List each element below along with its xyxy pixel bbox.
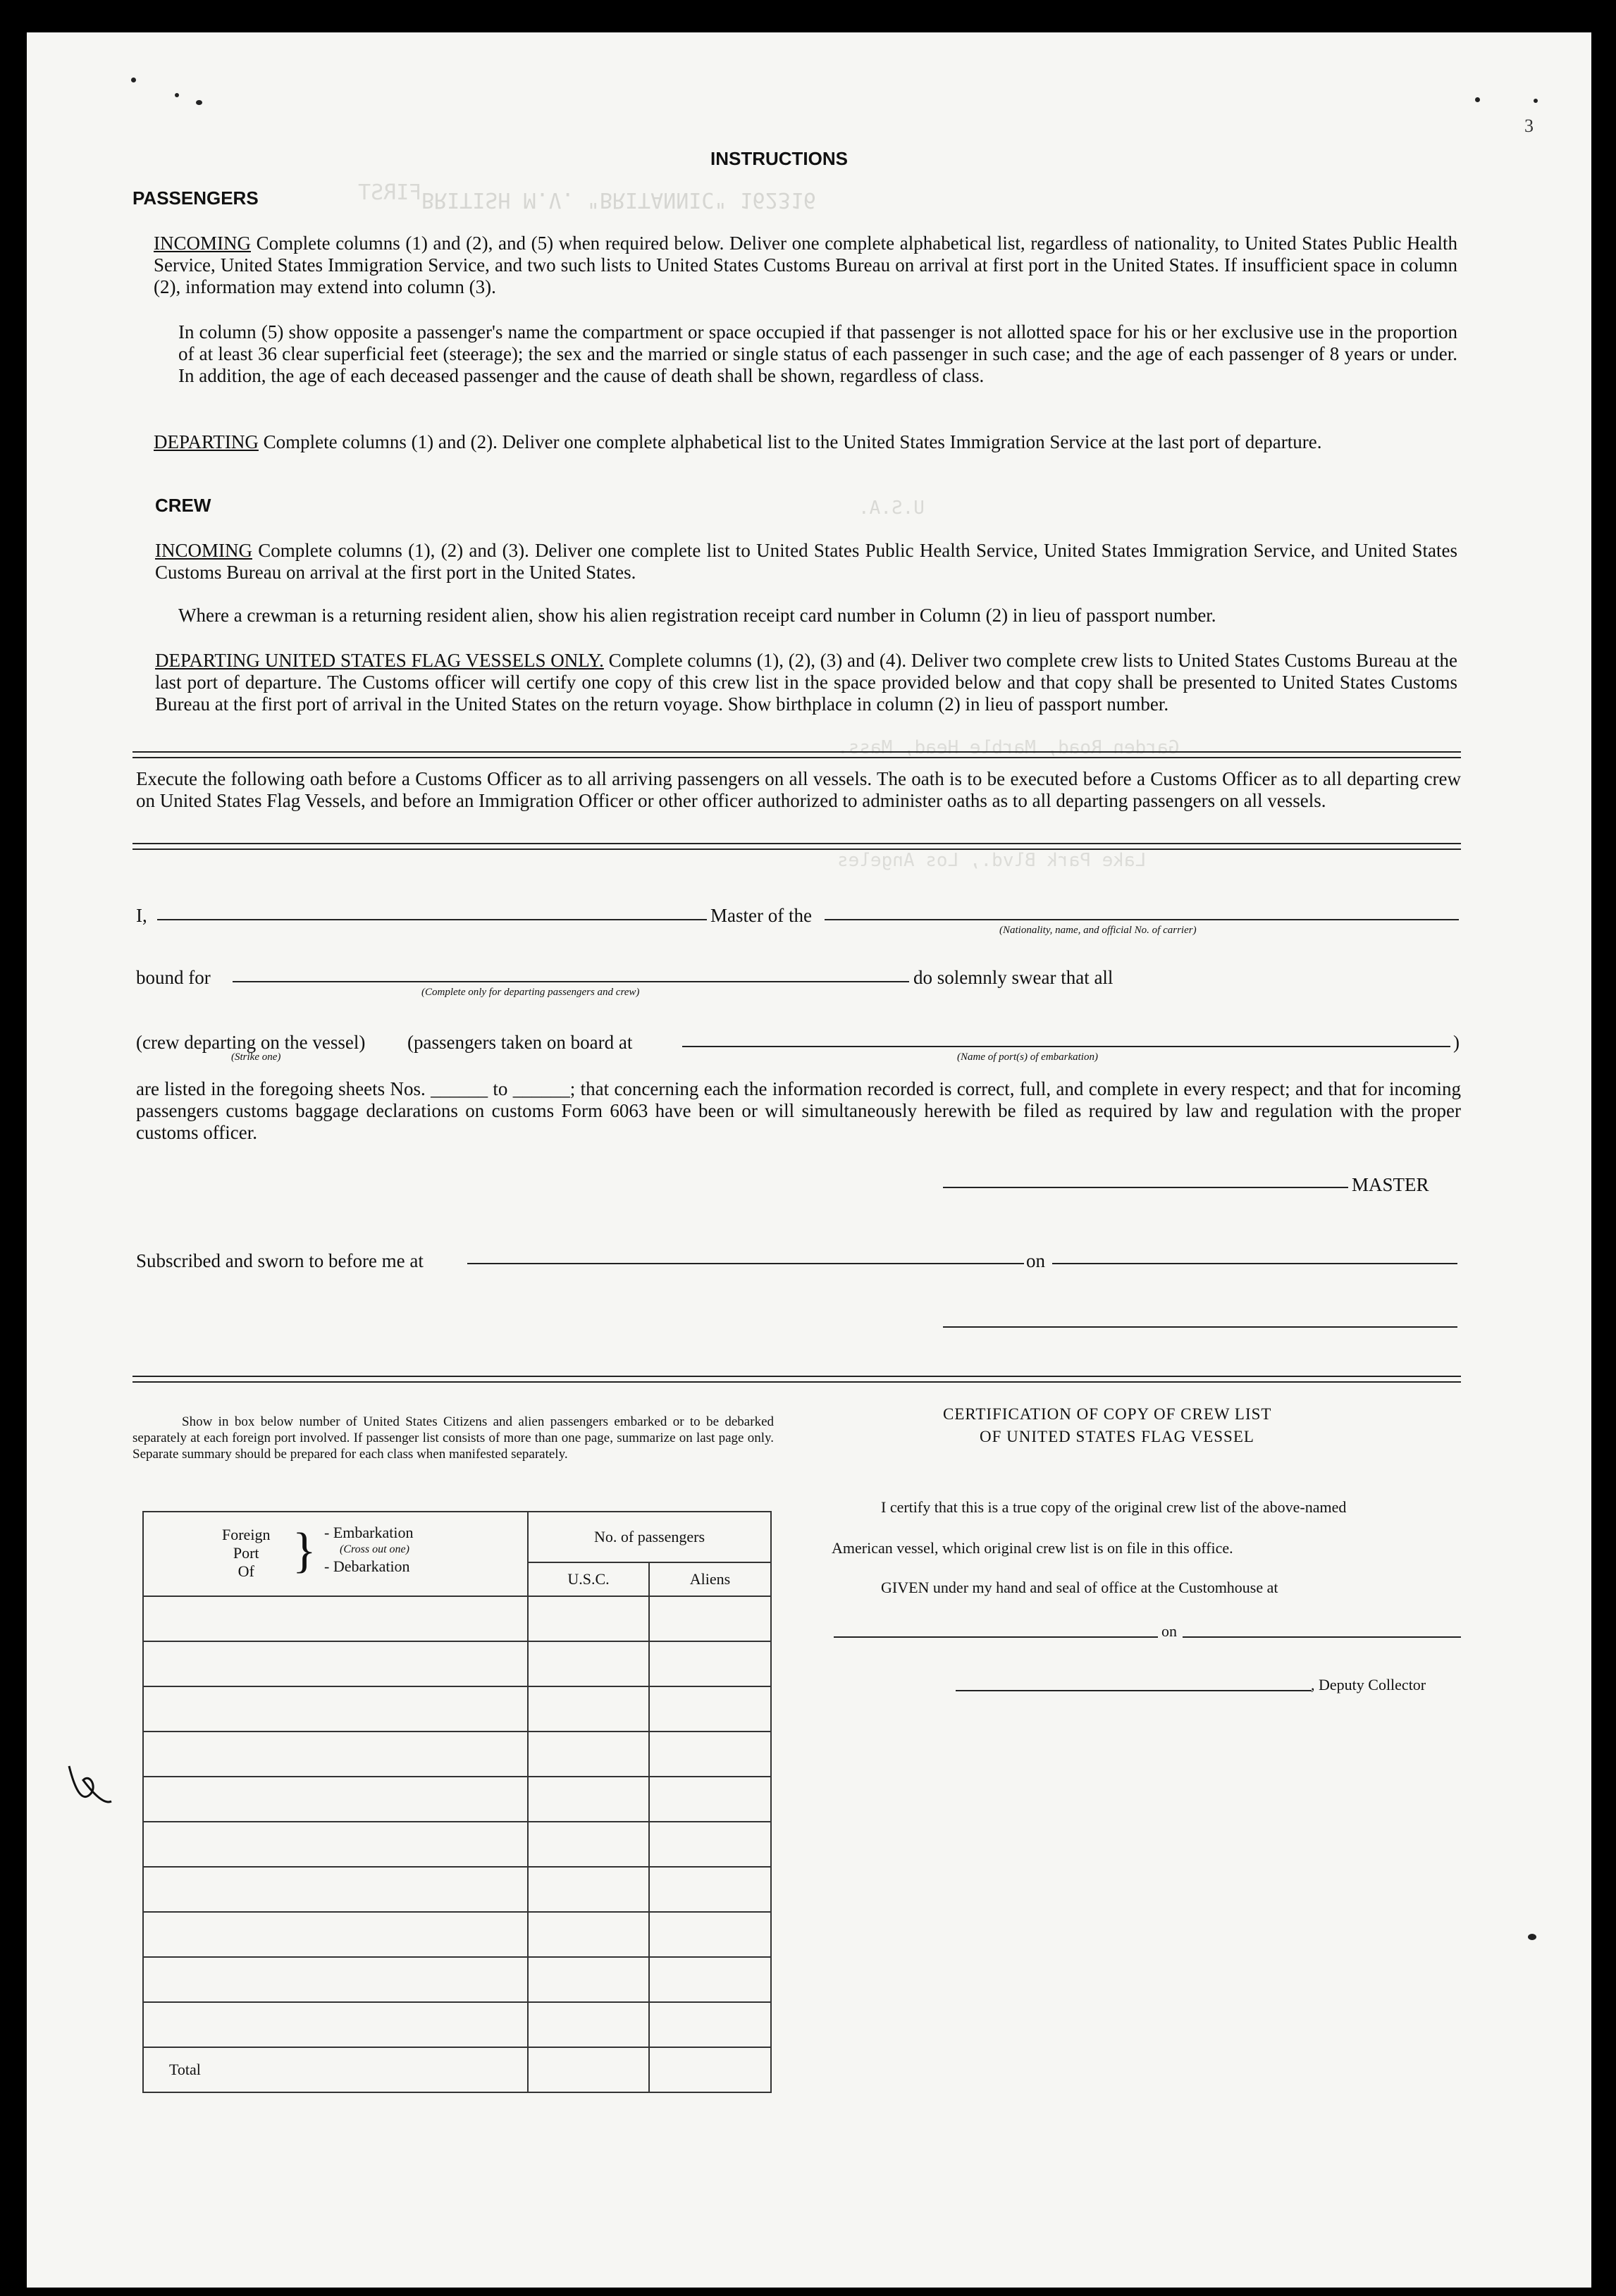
ink-speck xyxy=(131,78,136,82)
usc-header: U.S.C. xyxy=(528,1562,649,1596)
header-port: Port xyxy=(233,1544,259,1562)
show-through-line: BRITISH M.V. "BRITANNIC" 162316 xyxy=(421,187,816,212)
passengers-taken-option: (passengers taken on board at xyxy=(407,1032,633,1053)
carrier-field[interactable] xyxy=(825,919,1459,920)
brace-icon: } xyxy=(292,1524,316,1578)
show-through-line: Lake Park Blvd., Los Angeles xyxy=(837,850,1147,871)
listed-paragraph: are listed in the foregoing sheets Nos. ______ to ______; that concerning each the information recorded is correct, full, and complete in every respect; and that for incoming passengers customs baggage declarations on customs Form 6063 have been or will simultaneously herewith be filed as required by law and regulation with the proper customs officer. xyxy=(136,1078,1461,1143)
certification-title-1: CERTIFICATION OF COPY OF CREW LIST xyxy=(943,1405,1272,1423)
passengers-incoming-paragraph xyxy=(154,233,1457,298)
divider xyxy=(132,751,1461,758)
table-row[interactable] xyxy=(143,1596,771,1641)
usc-cell[interactable] xyxy=(528,1957,649,2002)
port-cell[interactable] xyxy=(143,1957,528,2002)
crew-incoming-paragraph xyxy=(155,540,1457,584)
passengers-departing-paragraph xyxy=(154,431,1457,453)
port-cell[interactable] xyxy=(143,1686,528,1732)
table-row[interactable] xyxy=(143,1777,771,1822)
ink-speck xyxy=(175,93,179,97)
officer-signature-field[interactable] xyxy=(943,1326,1457,1328)
port-cell[interactable] xyxy=(143,1596,528,1641)
total-row xyxy=(143,2047,771,2092)
aliens-cell[interactable] xyxy=(649,1822,771,1867)
usc-cell[interactable] xyxy=(528,1641,649,1686)
show-through-line: FIRST xyxy=(358,180,422,205)
crew-heading: CREW xyxy=(155,495,211,516)
nationality-caption: (Nationality, name, and official No. of carrier) xyxy=(999,925,1197,936)
port-cell[interactable] xyxy=(143,1822,528,1867)
bound-for-field[interactable] xyxy=(233,981,909,982)
subscribed-label: Subscribed and sworn to before me at xyxy=(136,1250,424,1271)
summary-instructions: Show in box below number of United States Citizens and alien passengers embarked or to be debarked separately at each foreign port involved. If passenger list consists of more than one page, summarize on last page only. Separate summary should be prepared for each class when manifested separately. xyxy=(132,1414,774,1462)
aliens-cell[interactable] xyxy=(649,1777,771,1822)
embarkation-port-field[interactable] xyxy=(682,1046,1450,1047)
american-text: American vessel, which original crew list is on file in this office. xyxy=(832,1539,1233,1557)
header-of: Of xyxy=(238,1562,254,1580)
column5-paragraph: In column (5) show opposite a passenger's name the compartment or space occupied if that passenger is not allotted space for his or her exclusive use in the proportion of at least 36 clear superficial feet (steerage); the sex and the married or single status of each passenger in such case; and the age of each passenger of 8 years or under. In addition, the age of each deceased passenger and the cause of death shall be shown, regardless of class. xyxy=(178,321,1457,386)
table-row[interactable] xyxy=(143,2002,771,2047)
embarkation-label: - Embarkation xyxy=(324,1524,414,1541)
certify-text: I certify that this is a true copy of the original crew list of the above-named xyxy=(881,1498,1347,1516)
table-row[interactable] xyxy=(143,1686,771,1732)
total-usc-cell[interactable] xyxy=(528,2047,649,2092)
bound-for-label: bound for xyxy=(136,967,211,988)
usc-cell[interactable] xyxy=(528,1822,649,1867)
show-through-line: U.S.A. xyxy=(858,498,925,519)
ink-speck xyxy=(1528,1934,1536,1940)
aliens-header: Aliens xyxy=(649,1562,771,1596)
aliens-cell[interactable] xyxy=(649,1596,771,1641)
sworn-place-field[interactable] xyxy=(467,1263,1024,1264)
oath-i-label: I, xyxy=(136,905,147,926)
table-row[interactable] xyxy=(143,1912,771,1957)
port-cell[interactable] xyxy=(143,2002,528,2047)
header-foreign: Foreign xyxy=(222,1526,271,1543)
handwritten-mark xyxy=(62,1752,118,1815)
table-row[interactable] xyxy=(143,1957,771,2002)
crew-departing-label: DEPARTING UNITED STATES FLAG VESSELS ONLY. xyxy=(155,650,604,671)
crew-incoming-label: INCOMING xyxy=(155,540,252,561)
sworn-date-field[interactable] xyxy=(1052,1263,1457,1264)
passenger-summary-table xyxy=(142,1511,772,2093)
aliens-cell[interactable] xyxy=(649,1641,771,1686)
cert-on-label: on xyxy=(1161,1622,1177,1640)
usc-cell[interactable] xyxy=(528,1596,649,1641)
table-row[interactable] xyxy=(143,1641,771,1686)
swear-label: do solemnly swear that all xyxy=(913,967,1114,988)
deputy-signature-field[interactable] xyxy=(956,1690,1312,1691)
aliens-cell[interactable] xyxy=(649,2002,771,2047)
passengers-heading: PASSENGERS xyxy=(132,187,259,209)
master-name-field[interactable] xyxy=(157,919,707,920)
page-number: 3 xyxy=(1524,116,1534,136)
close-paren: ) xyxy=(1453,1032,1460,1053)
port-cell[interactable] xyxy=(143,1867,528,1912)
strike-one-caption: (Strike one) xyxy=(231,1051,281,1063)
table-row[interactable] xyxy=(143,1867,771,1912)
table-row[interactable] xyxy=(143,1822,771,1867)
aliens-cell[interactable] xyxy=(649,1912,771,1957)
crew-departing-option: (crew departing on the vessel) xyxy=(136,1032,366,1053)
cert-date-field[interactable] xyxy=(1183,1636,1461,1638)
show-through-line: Garden Road, Marble Head, Mass. xyxy=(837,737,1180,758)
debarkation-label: - Debarkation xyxy=(324,1557,410,1575)
total-label: Total xyxy=(143,2047,528,2092)
oath-intro: Execute the following oath before a Customs Officer as to all arriving passengers on all vessels. The oath is to be executed before a Customs Officer as to all departing crew on United States Flag Vessels, and before an Immigration Officer or other officer authorized to administer oaths as to all departing passengers on all vessels. xyxy=(136,768,1461,811)
departing-label: DEPARTING xyxy=(154,431,259,452)
port-cell[interactable] xyxy=(143,1732,528,1777)
usc-cell[interactable] xyxy=(528,1777,649,1822)
total-aliens-cell[interactable] xyxy=(649,2047,771,2092)
deputy-label: , Deputy Collector xyxy=(1311,1676,1426,1693)
certification-title-2: OF UNITED STATES FLAG VESSEL xyxy=(980,1428,1254,1445)
crew-resident-paragraph: Where a crewman is a returning resident alien, show his alien registration receipt card number in Column (2) in lieu of passport number. xyxy=(178,605,1216,626)
master-of-label: Master of the xyxy=(710,905,812,926)
customhouse-field[interactable] xyxy=(834,1636,1158,1638)
document-page xyxy=(27,32,1591,2288)
divider xyxy=(132,843,1461,850)
sworn-on-label: on xyxy=(1026,1250,1045,1271)
departing-text: Complete columns (1) and (2). Deliver one complete alphabetical list to the United States Immigration Service at the last port of departure. xyxy=(263,431,1322,452)
usc-cell[interactable] xyxy=(528,1732,649,1777)
ink-speck xyxy=(1534,99,1538,103)
crew-departing-text: Complete columns (1), (2), (3) and (4). Deliver two complete crew lists to United States Customs Bureau at the last port of departure. The Customs officer will certify one copy of this crew list in the space provided below and that copy shall be presented to United States Customs Bureau at the first port of arrival in the United States on the return voyage. Show birthplace in column (2) in lieu of passport number. xyxy=(155,650,1458,715)
crew-incoming-text: Complete columns (1), (2) and (3). Deliver one complete list to United States Public Health Service, United States Immigration Service, and United States Customs Bureau on arrival at the first port in the United States. xyxy=(155,540,1457,583)
master-label: MASTER xyxy=(1352,1174,1429,1195)
usc-cell[interactable] xyxy=(528,1686,649,1732)
ink-speck xyxy=(1475,97,1480,102)
table-row[interactable] xyxy=(143,1732,771,1777)
master-signature-field[interactable] xyxy=(943,1187,1348,1188)
port-cell[interactable] xyxy=(143,1912,528,1957)
port-cell[interactable] xyxy=(143,1641,528,1686)
aliens-cell[interactable] xyxy=(649,1686,771,1732)
page-title: INSTRUCTIONS xyxy=(710,148,848,169)
crew-departing-paragraph xyxy=(155,650,1457,715)
usc-cell[interactable] xyxy=(528,1912,649,1957)
ink-speck xyxy=(196,100,202,105)
foreign-port-header xyxy=(143,1512,528,1596)
cross-out-caption: (Cross out one) xyxy=(340,1543,409,1555)
no-passengers-header: No. of passengers xyxy=(528,1512,771,1562)
divider xyxy=(132,1376,1461,1383)
bound-caption: (Complete only for departing passengers and crew) xyxy=(421,987,640,998)
usc-cell[interactable] xyxy=(528,2002,649,2047)
incoming-text: Complete columns (1) and (2), and (5) when required below. Deliver one complete alphabetical list, regardless of nationality, to United States Public Health Service, United States Immigration Service, and two such lists to United States Customs Bureau on arrival at first port in the United States. If insufficient space in column (2), information may extend into column (3). xyxy=(154,233,1458,297)
port-cell[interactable] xyxy=(143,1777,528,1822)
usc-cell[interactable] xyxy=(528,1867,649,1912)
aliens-cell[interactable] xyxy=(649,1867,771,1912)
aliens-cell[interactable] xyxy=(649,1732,771,1777)
given-text: GIVEN under my hand and seal of office at the Customhouse at xyxy=(881,1579,1278,1596)
incoming-label: INCOMING xyxy=(154,233,251,254)
port-caption: (Name of port(s) of embarkation) xyxy=(957,1051,1098,1063)
aliens-cell[interactable] xyxy=(649,1957,771,2002)
